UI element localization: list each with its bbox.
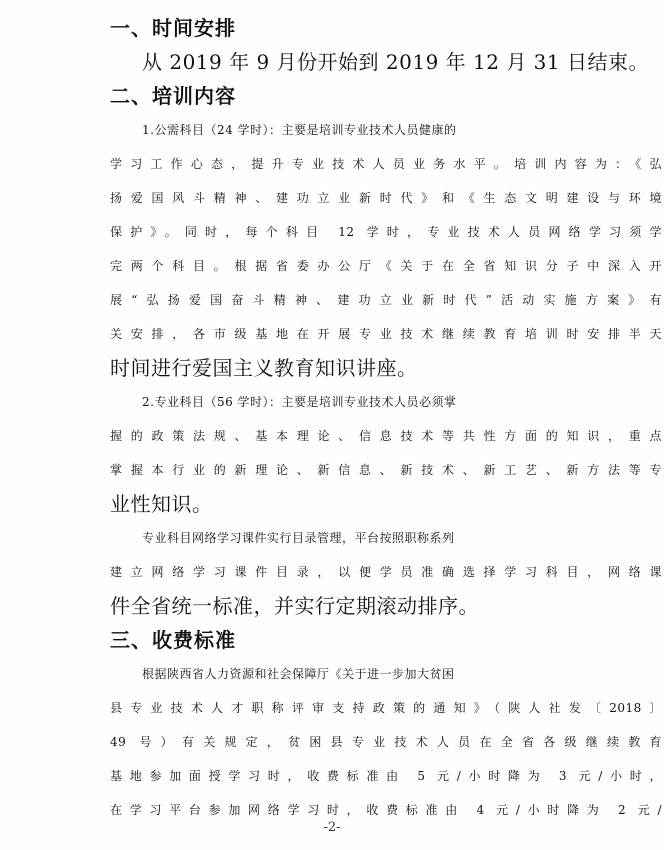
paragraph-line: 掌握本行业的新理论、新信息、新技术、新工艺、新方法等专 bbox=[110, 463, 662, 477]
paragraph-line: 时间进行爱国主义教育知识讲座。 bbox=[110, 356, 418, 380]
paragraph-line: 保护》。同时，每个科目 12 学时，专业技术人员网络学习须学 bbox=[110, 225, 662, 239]
paragraph-line: 1.公需科目（24 学时）：主要是培训专业技术人员健康的 bbox=[142, 123, 457, 137]
paragraph-line: 从 2019 年 9 月份开始到 2019 年 12 月 31 日结束。 bbox=[142, 50, 649, 74]
paragraph-line: 展“弘扬爱国奋斗精神、建功立业新时代”活动实施方案》有 bbox=[110, 293, 662, 307]
paragraph-line: 扬爱国风斗精神、建功立业新时代》和《生态文明建设与环境 bbox=[110, 191, 662, 205]
page-number: -2- bbox=[323, 820, 341, 835]
section-heading-fee-standard: 三、收费标准 bbox=[110, 628, 236, 652]
paragraph-line: 关安排，各市级基地在开展专业技术继续教育培训时安排半天 bbox=[110, 327, 662, 341]
paragraph-line: 专业科目网络学习课件实行目录管理，平台按照职称系列 bbox=[142, 531, 455, 545]
paragraph-line: 学习工作心态，提升专业技术人员业务水平。培训内容为：《弘 bbox=[110, 157, 662, 171]
paragraph-line: 握的政策法规、基本理论、信息技术等共性方面的知识，重点 bbox=[110, 429, 662, 443]
section-heading-training-content: 二、培训内容 bbox=[110, 84, 236, 108]
paragraph-line: 2.专业科目（56 学时）：主要是培训专业技术人员必须掌 bbox=[142, 395, 457, 409]
paragraph-line: 完两个科目。根据省委办公厅《关于在全省知识分子中深入开 bbox=[110, 259, 662, 273]
section-heading-schedule: 一、时间安排 bbox=[110, 16, 236, 40]
paragraph-line: 在学习平台参加网络学习时，收费标准由 4 元/小时降为 2 元/ bbox=[110, 803, 662, 817]
paragraph-line: 件全省统一标准，并实行定期滚动排序。 bbox=[110, 594, 479, 618]
paragraph-line: 根据陕西省人力资源和社会保障厅《关于进一步加大贫困 bbox=[142, 667, 455, 681]
paragraph-line: 基地参加面授学习时，收费标准由 5 元/小时降为 3 元/小时， bbox=[110, 769, 662, 783]
paragraph-line: 建立网络学习课件目录，以便学员准确选择学习科目，网络课 bbox=[110, 565, 662, 579]
paragraph-line: 县专业技术人才职称评审支持政策的通知》（陕人社发〔2018〕 bbox=[110, 701, 662, 715]
paragraph-line: 49 号）有关规定，贫困县专业技术人员在全省各级继续教育 bbox=[110, 735, 662, 749]
paragraph-line: 业性知识。 bbox=[110, 492, 213, 516]
